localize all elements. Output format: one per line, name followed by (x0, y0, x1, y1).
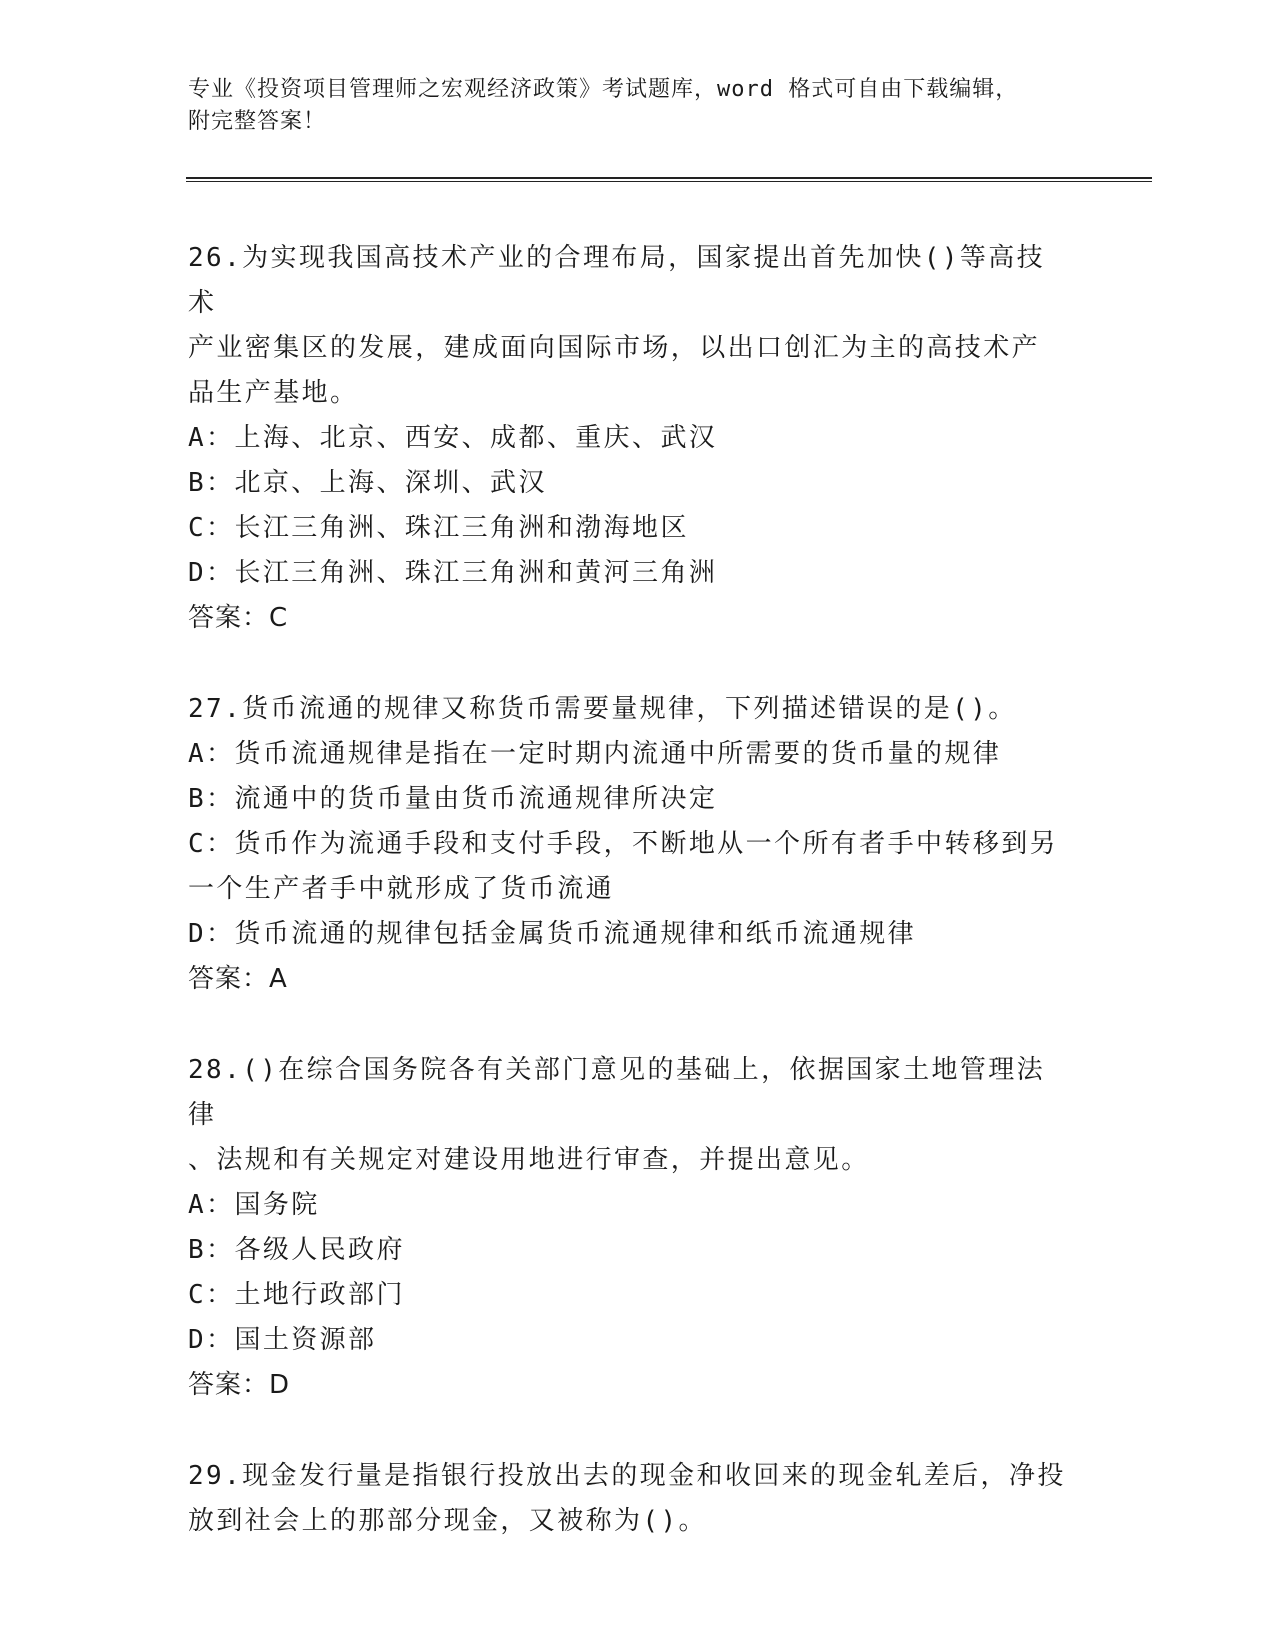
answer-key: 答案：C (188, 603, 289, 633)
question-stem-line: 29.现金发行量是指银行投放出去的现金和收回来的现金轧差后，净投 (188, 1461, 1066, 1491)
answer-option-line: D：货币流通的规律包括金属货币流通规律和纸币流通规律 (188, 919, 917, 949)
header-line-2: 附完整答案！ (188, 109, 327, 134)
answer-option-line: B：流通中的货币量由货币流通规律所决定 (188, 784, 718, 814)
question-list (188, 236, 1068, 1590)
answer-option-line: A：上海、北京、西安、成都、重庆、武汉 (188, 423, 718, 453)
answer-option-line: D：国土资源部 (188, 1325, 377, 1355)
answer-option-line: A：国务院 (188, 1190, 320, 1220)
question-block (188, 687, 1068, 1002)
answer-option-line: C：货币作为流通手段和支付手段，不断地从一个所有者手中转移到另 (188, 829, 1059, 859)
question-block (188, 1048, 1068, 1408)
answer-option-line: C：长江三角洲、珠江三角洲和渤海地区 (188, 513, 689, 543)
question-stem-line: 26.为实现我国高技术产业的合理布局，国家提出首先加快()等高技术 (188, 243, 1046, 318)
answer-key: 答案：D (188, 1370, 291, 1400)
question-block (188, 1454, 1068, 1544)
answer-option-line: 一个生产者手中就形成了货币流通 (188, 874, 615, 904)
answer-option-line: B：各级人民政府 (188, 1235, 405, 1265)
question-stem-line: 品生产基地。 (188, 378, 359, 408)
question-stem-line: 、法规和有关规定对建设用地进行审查，并提出意见。 (188, 1145, 870, 1175)
document-header (188, 74, 1088, 138)
question-block (188, 236, 1068, 641)
answer-option-line: A：货币流通规律是指在一定时期内流通中所需要的货币量的规律 (188, 739, 1002, 769)
header-divider (186, 177, 1152, 182)
question-stem-line: 27.货币流通的规律又称货币需要量规律，下列描述错误的是()。 (188, 694, 1017, 724)
answer-option-line: D：长江三角洲、珠江三角洲和黄河三角洲 (188, 558, 718, 588)
answer-option-line: C：土地行政部门 (188, 1280, 405, 1310)
question-stem-line: 产业密集区的发展，建成面向国际市场，以出口创汇为主的高技术产 (188, 333, 1041, 363)
question-stem-line: 放到社会上的那部分现金，又被称为()。 (188, 1506, 707, 1536)
answer-key: 答案：A (188, 964, 288, 994)
question-stem-line: 28.()在综合国务院各有关部门意见的基础上，依据国家土地管理法律 (188, 1055, 1046, 1130)
header-line-1: 专业《投资项目管理师之宏观经济政策》考试题库，word 格式可自由下载编辑， (188, 77, 1019, 102)
answer-option-line: B：北京、上海、深圳、武汉 (188, 468, 547, 498)
